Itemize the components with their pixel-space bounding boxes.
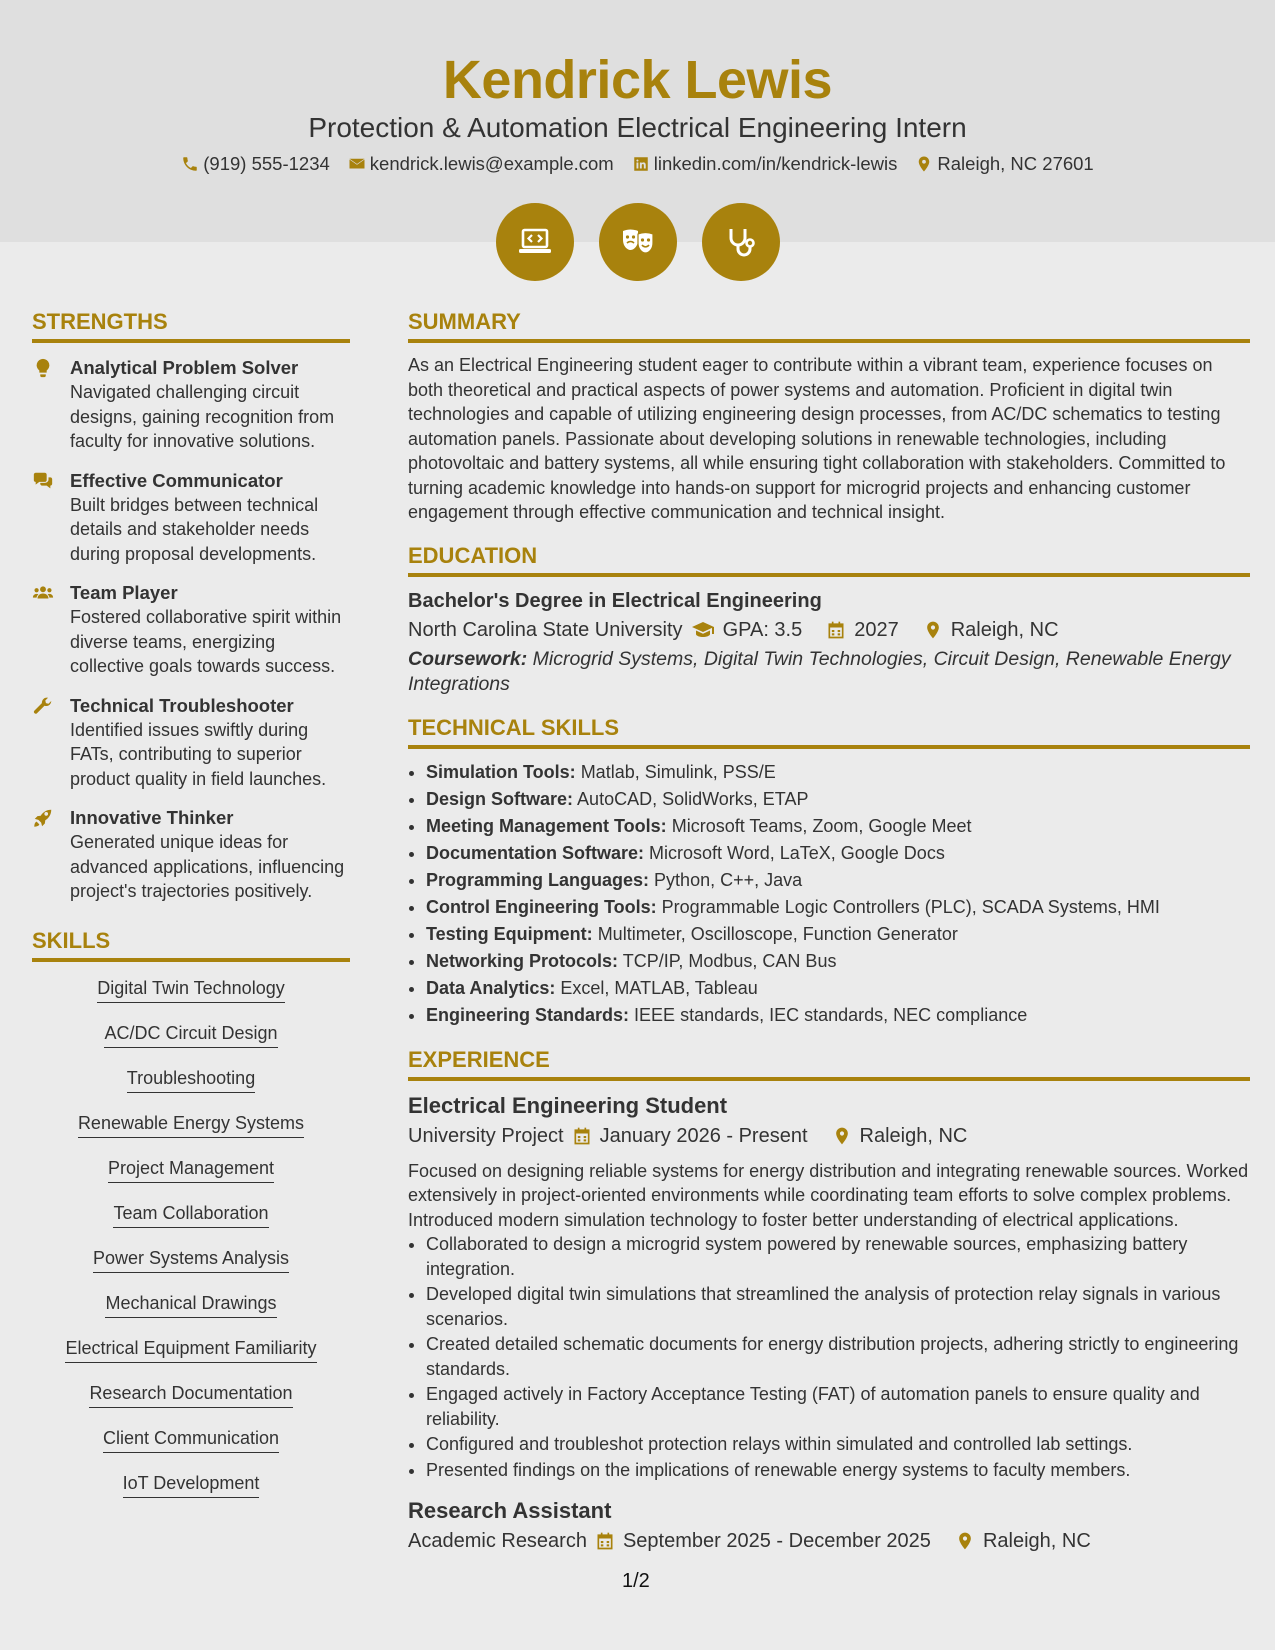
hobby-icons	[0, 203, 1275, 281]
list-item: • Presented findings on the implications of renewable energy systems to faculty members.	[426, 1458, 1250, 1483]
education-meta	[408, 615, 1250, 645]
strength-item	[32, 580, 350, 679]
skill-tag: Team Collaboration	[113, 1201, 268, 1228]
calendar-icon	[572, 1126, 592, 1146]
contact-phone[interactable]	[181, 152, 330, 176]
strength-desc: Fostered collaborative spirit within diverse teams, energizing collective goals towards success.	[70, 607, 342, 676]
calendar-icon	[595, 1531, 615, 1551]
coursework-label: Coursework:	[408, 647, 528, 670]
strength-desc: Built bridges between technical details and stakeholder needs during proposal developments.	[70, 494, 319, 564]
strength-title: Team Player	[70, 582, 178, 603]
job-description: Focused on designing reliable systems for energy distribution and integrating renewable sources. Worked extensively in project-oriented environments while coordinating team efforts to solve complex problems. Introduced modern simulation technology to foster better understanding of electrical applications.	[408, 1160, 1249, 1230]
job-bullets	[408, 1232, 1250, 1482]
map-marker-icon	[832, 1126, 852, 1146]
strength-title: Analytical Problem Solver	[70, 357, 299, 378]
right-column	[408, 307, 1250, 1556]
coursework-list: Microgrid Systems, Digital Twin Technologies, Circuit Design, Renewable Energy Integrations	[408, 647, 1231, 695]
education-school: North Carolina State University	[408, 618, 683, 641]
strength-desc: Generated unique ideas for advanced applications, influencing project's trajectories positively.	[70, 832, 345, 901]
contact-location	[915, 152, 1093, 176]
list-item: • Configured and troubleshot protection relays within simulated and controlled lab settings.	[426, 1432, 1250, 1457]
list-item: • Collaborated to design a microgrid system powered by renewable sources, emphasizing battery integration.	[426, 1232, 1250, 1281]
skill-tag: Mechanical Drawings	[105, 1291, 276, 1318]
skill-tag: Electrical Equipment Familiarity	[65, 1336, 316, 1363]
list-item: • Testing Equipment: Multimeter, Oscilloscope, Function Generator	[426, 921, 1250, 948]
job-entry	[408, 1091, 1250, 1483]
list-item: • Meeting Management Tools: Microsoft Teams, Zoom, Google Meet	[426, 813, 1250, 840]
calendar-icon	[826, 620, 846, 640]
education-coursework	[408, 647, 1250, 697]
skill-tag: Client Communication	[103, 1426, 279, 1453]
job-org: Academic Research	[408, 1530, 587, 1552]
phone-icon	[181, 155, 199, 173]
map-marker-icon	[923, 620, 943, 640]
email-text: kendrick.lewis@example.com	[369, 153, 614, 174]
left-column	[32, 307, 350, 1516]
strength-desc: Identified issues swiftly during FATs, contributing to superior product quality in field launches.	[70, 719, 327, 789]
summary-text: As an Electrical Engineering student eager to contribute within a vibrant team, experience focuses on both theoretical and practical aspects of power systems and automation. Proficient in digital twin technologies and capable of utilizing engineering design processes, from AC/DC schematics to testing automation panels. Passionate about developing solutions in renewable technologies, including photovoltaic and battery systems, all while ensuring tight collaboration with stakeholders. Committed to turning academic knowledge into hands-on support for microgrid projects and enhancing customer engagement through effective communication and technical insight.	[408, 355, 1226, 522]
skills-list	[32, 976, 350, 1516]
users-icon	[32, 582, 54, 604]
envelope-icon	[348, 155, 366, 173]
contact-info	[0, 152, 1275, 176]
skill-tag: Project Management	[108, 1156, 274, 1183]
strength-title: Effective Communicator	[70, 469, 283, 491]
list-item: • Design Software: AutoCAD, SolidWorks, ETAP	[426, 786, 1250, 813]
linkedin-text: linkedin.com/in/kendrick-lewis	[653, 153, 898, 174]
contact-email[interactable]	[348, 152, 614, 176]
wrench-icon	[32, 695, 54, 717]
strength-desc: Navigated challenging circuit designs, gaining recognition from faculty for innovative solutions.	[70, 382, 335, 451]
education-heading: EDUCATION	[408, 541, 1250, 577]
skill-tag: Digital Twin Technology	[97, 976, 284, 1003]
contact-linkedin[interactable]	[632, 152, 898, 176]
job-location: Raleigh, NC	[859, 1124, 968, 1147]
summary-heading: SUMMARY	[408, 307, 1250, 343]
list-item: • Programming Languages: Python, C++, Java	[426, 867, 1250, 894]
strength-item	[32, 468, 350, 567]
job-dates: September 2025 - December 2025	[622, 1530, 931, 1552]
strength-title: Innovative Thinker	[70, 807, 234, 828]
candidate-title: Protection & Automation Electrical Engineering Intern	[308, 112, 967, 143]
strength-item	[32, 805, 350, 904]
skill-tag: Renewable Energy Systems	[78, 1111, 304, 1138]
phone-text: (919) 555-1234	[203, 153, 330, 174]
list-item: • Engaged actively in Factory Acceptance Testing (FAT) of automation panels to ensure quality and reliability.	[426, 1382, 1250, 1431]
job-meta	[408, 1121, 1250, 1151]
list-item: • Simulation Tools: Matlab, Simulink, PSS/E	[426, 759, 1250, 786]
list-item: • Data Analytics: Excel, MATLAB, Tableau	[426, 975, 1250, 1002]
list-item: • Documentation Software: Microsoft Word, LaTeX, Google Docs	[426, 840, 1250, 867]
resume-header	[0, 0, 1275, 242]
page-number: 1/2	[622, 1570, 650, 1592]
map-marker-icon	[915, 155, 933, 173]
list-item: • Engineering Standards: IEEE standards, IEC standards, NEC compliance	[426, 1002, 1250, 1029]
skill-tag: Troubleshooting	[127, 1066, 255, 1093]
linkedin-icon	[632, 155, 650, 173]
job-location: Raleigh, NC	[982, 1530, 1091, 1552]
laptop-code-icon	[496, 203, 574, 281]
strength-item	[32, 693, 350, 792]
lightbulb-icon	[32, 357, 54, 379]
skill-tag: AC/DC Circuit Design	[104, 1021, 277, 1048]
skill-tag: Research Documentation	[89, 1381, 292, 1408]
job-title: Research Assistant	[408, 1498, 612, 1523]
strengths-list	[32, 355, 350, 904]
list-item: • Created detailed schematic documents for energy distribution projects, adhering strictly to engineering standards.	[426, 1332, 1250, 1381]
strengths-heading: STRENGTHS	[32, 307, 350, 343]
education-location: Raleigh, NC	[950, 618, 1059, 641]
job-title: Electrical Engineering Student	[408, 1092, 728, 1118]
candidate-name: Kendrick Lewis	[442, 50, 833, 110]
technical-skills-heading: TECHNICAL SKILLS	[408, 713, 1250, 749]
skill-tag: IoT Development	[123, 1471, 260, 1498]
education-year: 2027	[854, 618, 899, 641]
list-item: • Control Engineering Tools: Programmable Logic Controllers (PLC), SCADA Systems, HMI	[426, 894, 1250, 921]
comments-icon	[32, 470, 54, 492]
education-gpa: GPA: 3.5	[722, 618, 803, 641]
job-org: University Project	[408, 1124, 564, 1147]
strength-item	[32, 355, 350, 454]
job-dates: January 2026 - Present	[599, 1124, 808, 1147]
list-item: • Networking Protocols: TCP/IP, Modbus, CAN Bus	[426, 948, 1250, 975]
skills-heading: SKILLS	[32, 926, 350, 962]
strength-title: Technical Troubleshooter	[70, 694, 294, 716]
skill-tag: Power Systems Analysis	[93, 1246, 289, 1273]
map-marker-icon	[955, 1531, 975, 1551]
stethoscope-icon	[702, 203, 780, 281]
theater-masks-icon	[599, 203, 677, 281]
education-degree: Bachelor's Degree in Electrical Engineering	[408, 589, 822, 612]
job-entry	[408, 1496, 1250, 1556]
graduation-cap-icon	[691, 618, 715, 642]
job-meta	[408, 1526, 1250, 1556]
technical-skills-list	[408, 759, 1250, 1029]
list-item: • Developed digital twin simulations that streamlined the analysis of protection relay signals in various scenarios.	[426, 1282, 1250, 1331]
experience-heading: EXPERIENCE	[408, 1045, 1250, 1081]
rocket-icon	[32, 807, 54, 829]
location-text: Raleigh, NC 27601	[937, 153, 1094, 174]
